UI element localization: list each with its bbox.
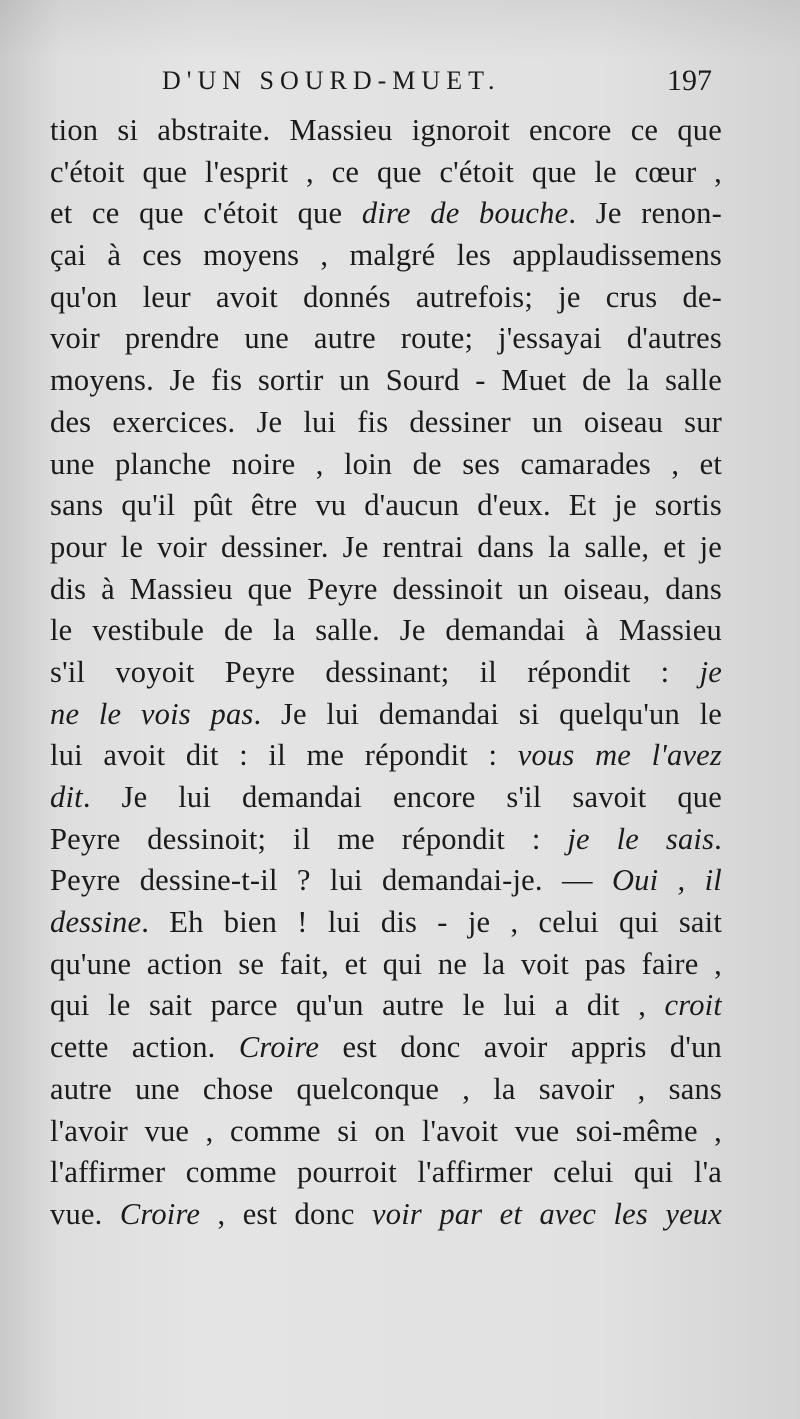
text-segment: une planche noire , loin de ses camarades , et [50,446,722,481]
text-segment: pour le voir dessiner. Je rentrai dans la salle, et je [50,529,722,564]
page-number: 197 [667,64,712,97]
text-line [50,193,722,235]
text-segment: dis à Massieu que Peyre dessinoit un oiseau, dans [50,571,722,606]
text-line [50,277,722,319]
text-line [50,902,722,944]
italic-segment: voir par et avec les yeux [372,1196,722,1231]
text-segment: tion si abstraite. Massieu ignoroit encore ce que [50,113,722,147]
text-line [50,694,722,736]
italic-segment: je le sais [567,821,715,856]
text-segment: autre une chose quelconque , la savoir , sans [50,1071,722,1106]
text-line [50,1111,722,1153]
italic-segment: ne le vois pas [50,696,254,731]
text-line [50,819,722,861]
text-segment: , est donc [200,1196,373,1231]
text-line [50,735,722,777]
italic-segment: dessine [50,905,142,940]
text-line [50,610,722,652]
text-line [50,527,722,569]
text-line [50,152,722,194]
italic-segment: dire de bouche [361,196,569,231]
text-line [50,402,722,444]
text-segment: c'étoit que l'esprit , ce que c'étoit que le cœur , [50,154,722,189]
text-line [50,1027,722,1069]
text-segment: sans qu'il pût être vu d'aucun d'eux. Et je sortis [50,488,722,523]
italic-segment: Croire [119,1196,201,1231]
text-segment: qu'une action se fait, et qui ne la voit pas faire , [50,946,722,981]
text-line [50,944,722,986]
text-segment: cette action. [50,1030,239,1065]
text-segment: s'il voyoit Peyre dessinant; il répondit : [50,654,700,689]
text-line [50,652,722,694]
text-line [50,110,722,152]
page-shadow [0,0,800,60]
text-line [50,1152,722,1194]
text-segment: . Je lui demandai si quelqu'un le [253,696,722,731]
text-segment: l'avoir vue , comme si on l'avoit vue soi-même , [50,1113,722,1148]
text-segment: . [714,821,722,856]
text-line [50,235,722,277]
text-line [50,1069,722,1111]
italic-segment: Oui , il [611,863,722,898]
text-segment: le vestibule de la salle. Je demandai à Massieu [50,613,722,648]
text-segment: vue. [50,1196,120,1231]
text-segment: moyens. Je fis sortir un Sourd - Muet de la salle [50,363,722,398]
running-head [50,62,720,106]
italic-segment: Croire [238,1030,320,1065]
text-segment: . Je lui demandai encore s'il savoit que [82,780,722,814]
text-segment: l'affirmer comme pourroit l'affirmer celui qui l'a [50,1155,722,1190]
text-segment: . Je renon- [568,196,722,231]
text-segment: est donc avoir appris d'un [319,1030,722,1065]
running-head-title: D'UN SOURD-MUET. [162,66,501,95]
text-segment: çai à ces moyens , malgré les applaudissemens [50,238,722,273]
text-segment: Peyre dessinoit; il me répondit : [50,821,568,856]
text-segment: et ce que c'étoit que [50,196,362,231]
text-line [50,485,722,527]
text-line [50,860,722,902]
text-segment: . Eh bien ! lui dis - je , celui qui sait [141,905,722,940]
text-segment: lui avoit dit : il me répondit : [50,738,518,773]
italic-segment: dit [50,780,83,814]
text-line [50,444,722,486]
text-line [50,1194,722,1236]
text-line [50,360,722,402]
text-line [50,569,722,611]
text-segment: voir prendre une autre route; j'essayai d'autres [50,321,722,356]
italic-segment: vous me l'avez [517,738,722,773]
text-segment: Peyre dessine-t-il ? lui demandai-je. — [50,863,612,898]
text-line [50,777,722,819]
italic-segment: je [699,654,722,689]
text-line [50,318,722,360]
text-segment: qu'on leur avoit donnés autrefois; je crus de- [50,279,722,314]
text-line [50,985,722,1027]
italic-segment: croit [664,988,722,1023]
body-text [50,110,722,1236]
text-segment: des exercices. Je lui fis dessiner un oiseau sur [50,404,722,439]
text-segment: qui le sait parce qu'un autre le lui a dit , [50,988,665,1023]
